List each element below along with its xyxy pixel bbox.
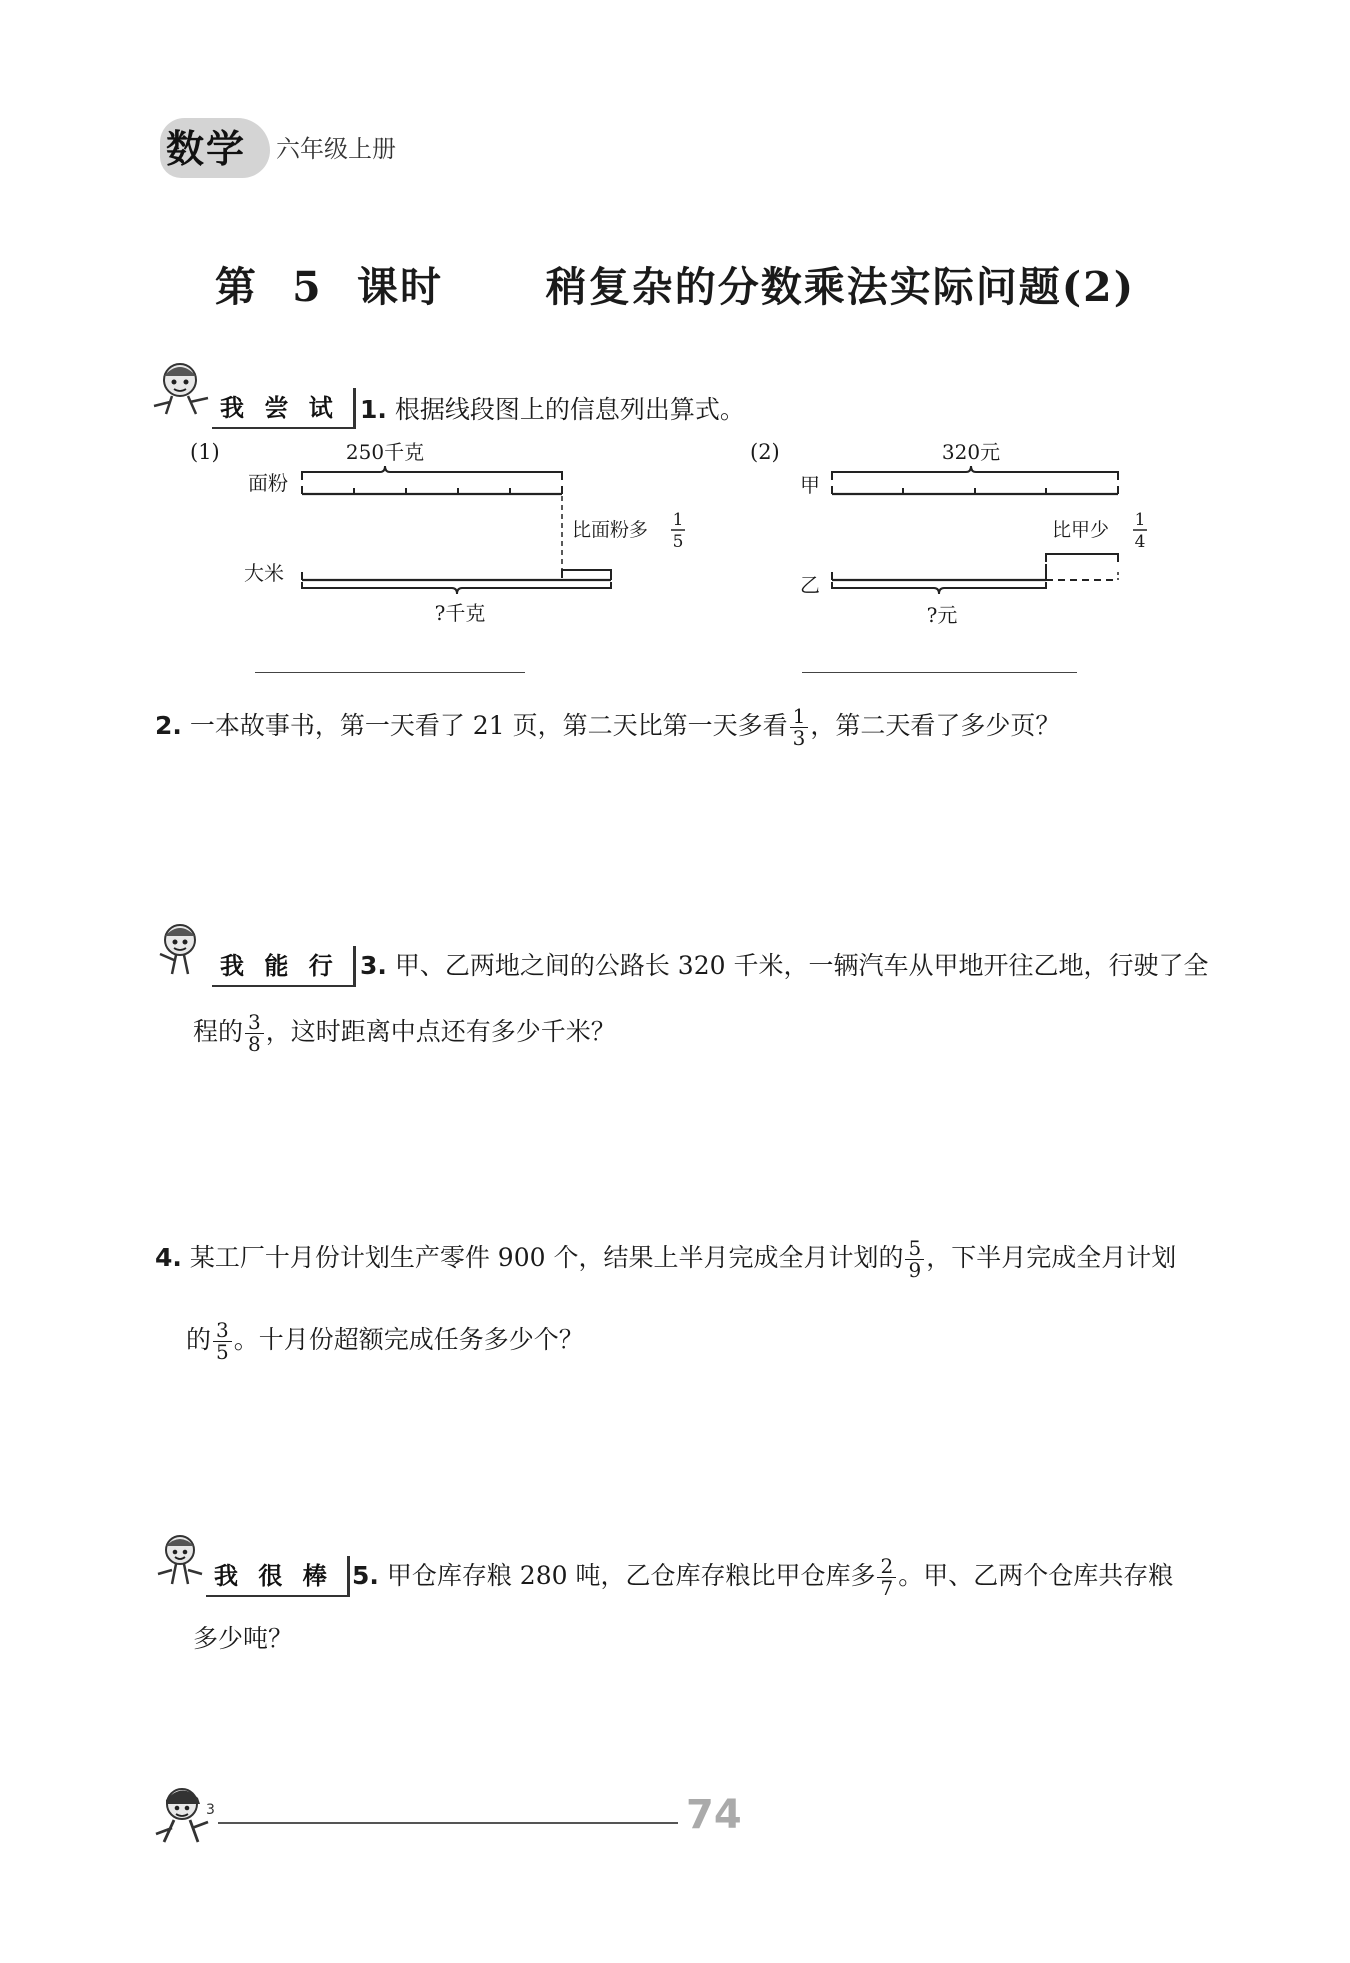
diagram-2-unknown: ?元 bbox=[926, 603, 958, 627]
diagram-2-top-name: 甲 bbox=[800, 473, 820, 497]
fraction-numerator: 2 bbox=[877, 1556, 896, 1578]
mascot-boy-icon bbox=[150, 1784, 218, 1850]
section-badge-great: 我 很 棒 bbox=[206, 1556, 350, 1597]
question-4-line-2-b: 。十月份超额完成任务多少个？ bbox=[233, 1325, 584, 1354]
question-2-fraction bbox=[790, 706, 809, 749]
question-5-line-2 bbox=[193, 1626, 293, 1651]
fraction-denominator: 5 bbox=[216, 1340, 229, 1364]
fraction-numerator: 1 bbox=[790, 706, 809, 728]
diagram-1-top-name: 面粉 bbox=[248, 471, 288, 495]
diagram-2-frac-n: 1 bbox=[1134, 510, 1146, 530]
footer-line bbox=[218, 1822, 678, 1824]
diagram-1-frac-d: 5 bbox=[672, 532, 684, 552]
question-4-line-1-a: 某工厂十月份计划生产零件 900 个，结果上半月完成全月计划的 bbox=[189, 1243, 904, 1272]
fraction-denominator: 7 bbox=[880, 1576, 894, 1600]
diagram-2-bottom-name: 乙 bbox=[800, 573, 820, 597]
question-4-fraction-1 bbox=[905, 1238, 924, 1281]
diagram-2-label: (2) bbox=[750, 440, 780, 464]
question-4-fraction-2 bbox=[213, 1320, 232, 1363]
diagram-2-missing-brace bbox=[1046, 554, 1118, 562]
diagram-1-total-brace bbox=[302, 466, 562, 480]
section-badge-try: 我 尝 试 bbox=[212, 388, 356, 429]
fraction-denominator: 3 bbox=[792, 726, 806, 750]
question-1 bbox=[360, 397, 745, 422]
question-3-line-2-a: 程的 bbox=[193, 1017, 244, 1046]
mascot-girl-icon bbox=[152, 920, 210, 978]
question-2-text-a: 一本故事书，第一天看了 21 页，第二天比第一天多看 bbox=[189, 711, 788, 740]
question-5-number: 5. bbox=[352, 1561, 379, 1590]
question-5-line-1-a: 甲仓库存粮 280 吨，乙仓库存粮比甲仓库多 bbox=[386, 1561, 876, 1590]
fraction-denominator: 8 bbox=[248, 1032, 261, 1056]
question-4-line-2 bbox=[186, 1320, 584, 1363]
question-3-line-2-b: ，这时距离中点还有多少千米？ bbox=[265, 1017, 616, 1046]
diagram-1-unknown: ?千克 bbox=[434, 601, 486, 625]
diagram-1-unknown-brace bbox=[302, 582, 611, 594]
lesson-title: 第 5 课时 稍复杂的分数乘法实际问题(2) bbox=[214, 263, 1136, 311]
question-4-number: 4. bbox=[155, 1243, 182, 1272]
page-number: 74 bbox=[686, 1792, 742, 1838]
diagram-2-frac-d: 4 bbox=[1134, 532, 1146, 552]
fraction-numerator: 5 bbox=[905, 1238, 924, 1260]
question-3-line-2 bbox=[193, 1012, 616, 1055]
question-2-text-b: ，第二天看了多少页？ bbox=[810, 711, 1061, 740]
svg-text:3: 3 bbox=[206, 1802, 215, 1818]
diagram-2-total-brace bbox=[832, 466, 1118, 480]
question-3-number: 3. bbox=[360, 951, 387, 980]
diagram-1-label: (1) bbox=[190, 440, 220, 464]
question-5-line-2-text: 多少吨？ bbox=[193, 1624, 294, 1653]
question-2-number: 2. bbox=[155, 711, 182, 740]
fraction-denominator: 9 bbox=[908, 1258, 922, 1282]
fraction-numerator: 3 bbox=[213, 1320, 232, 1342]
segment-diagram-1 bbox=[180, 430, 700, 630]
diagram-2-total: 320元 bbox=[941, 440, 1001, 464]
mascot-girl-icon bbox=[152, 1530, 208, 1588]
diagram-1-frac-n: 1 bbox=[672, 510, 684, 530]
diagram-2-unknown-brace bbox=[832, 582, 1046, 594]
question-5-line-1-b: 。甲、乙两个仓库共存粮 bbox=[898, 1561, 1174, 1590]
diagram-1-total: 250千克 bbox=[345, 440, 425, 464]
section-badge-can: 我 能 行 bbox=[212, 946, 356, 987]
question-5-line-1 bbox=[352, 1556, 1173, 1599]
diagram-2-compare-text: 比甲少 bbox=[1052, 519, 1110, 541]
diagram-1-extra-brace bbox=[562, 570, 611, 578]
question-4-line-1-b: ，下半月完成全月计划 bbox=[926, 1243, 1177, 1272]
segment-diagram-2 bbox=[740, 430, 1180, 630]
mascot-girl-icon bbox=[150, 358, 212, 418]
question-5-fraction bbox=[877, 1556, 896, 1599]
fraction-numerator: 3 bbox=[245, 1012, 264, 1034]
question-3-fraction bbox=[245, 1012, 264, 1055]
question-3-line-1 bbox=[360, 953, 1208, 978]
answer-line-1[interactable] bbox=[255, 672, 525, 673]
header-subject: 数学 bbox=[166, 127, 247, 171]
question-4-line-1 bbox=[155, 1238, 1176, 1281]
diagram-1-bottom-name: 大米 bbox=[244, 561, 284, 585]
question-4-line-2-a: 的 bbox=[186, 1325, 212, 1354]
question-2 bbox=[155, 706, 1060, 749]
diagram-1-compare-text: 比面粉多 bbox=[572, 519, 649, 541]
question-1-text: 根据线段图上的信息列出算式。 bbox=[394, 395, 745, 424]
answer-line-2[interactable] bbox=[802, 672, 1077, 673]
header-grade: 六年级上册 bbox=[276, 135, 396, 163]
question-1-number: 1. bbox=[360, 395, 387, 424]
question-3-line-1-text: 甲、乙两地之间的公路长 320 千米，一辆汽车从甲地开往乙地，行驶了全 bbox=[394, 951, 1209, 980]
